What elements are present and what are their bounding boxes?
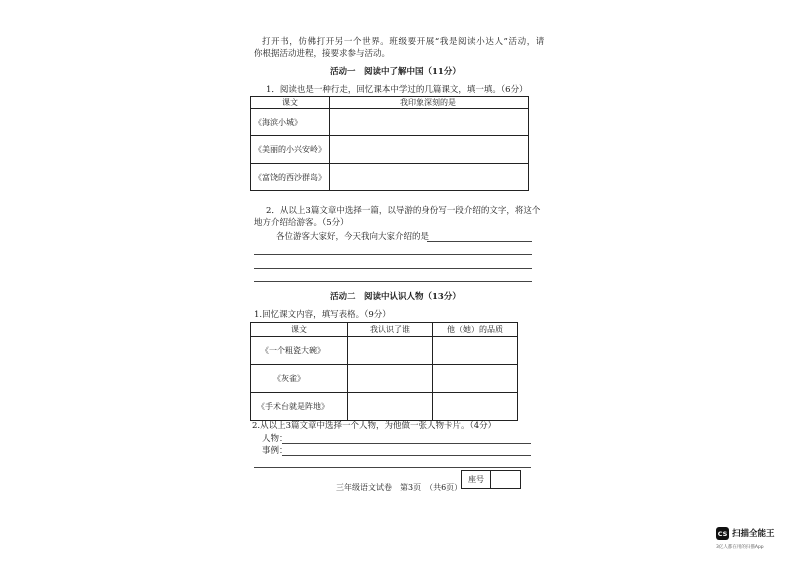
seat-label: 座号 [462, 471, 491, 488]
activity2-q1: 1.回忆课文内容，填写表格。（9分） [254, 310, 391, 320]
activity1-q1: 1．阅读也是一种行走，回忆课本中学过的几篇课文，填一填。（6分） [266, 85, 528, 95]
seat-number-box [461, 470, 521, 489]
table-cell-answer[interactable] [348, 337, 433, 365]
table-cell-text: 《美丽的小兴安岭》 [251, 136, 330, 164]
seat-input[interactable] [491, 471, 520, 488]
answer-line[interactable] [427, 241, 532, 242]
page-info: 三年级语文试卷 第3页 （共6页） [336, 483, 463, 492]
table-cell-text: 《一个粗瓷大碗》 [251, 337, 348, 365]
table-cell-text: 《灰雀》 [251, 365, 348, 393]
answer-line[interactable] [254, 467, 531, 468]
table-cell-text: 《手术台就是阵地》 [251, 393, 348, 421]
table-cell-answer[interactable] [348, 393, 433, 421]
example-line[interactable] [282, 455, 531, 456]
table-cell-answer[interactable] [330, 109, 529, 136]
answer-line[interactable] [254, 281, 532, 282]
app-tagline: 3亿人都在用的扫描App [716, 545, 764, 550]
activity2-table [250, 322, 518, 421]
table-cell-answer[interactable] [348, 365, 433, 393]
activity1-title: 活动一 阅读中了解中国（11分） [330, 67, 461, 77]
activity1-q2-prompt: 各位游客大家好，今天我向大家介绍的是 [276, 232, 430, 242]
answer-line[interactable] [254, 268, 532, 269]
answer-line[interactable] [254, 254, 532, 255]
intro-line-1: 打开书，仿佛打开另一个世界。班级要开展“我是阅读小达人”活动，请 [262, 37, 545, 47]
person-label: 人物： [262, 434, 288, 444]
table-header: 我印象深刻的是 [330, 97, 529, 109]
table-cell-answer[interactable] [330, 136, 529, 164]
intro-line-2: 你根据活动进程，接要求参与活动。 [254, 49, 391, 59]
activity2-q2: 2.从以上3篇文章中选择一个人物，为他做一张人物卡片。（4分） [252, 421, 497, 431]
activity2-title: 活动二 阅读中认识人物（13分） [330, 292, 461, 302]
activity1-q2-line2: 地方介绍给游客。（5分） [254, 218, 349, 228]
table-cell-answer[interactable] [433, 337, 518, 365]
activity1-table [250, 96, 529, 191]
table-cell-answer[interactable] [433, 393, 518, 421]
table-header: 我认识了谁 [348, 323, 433, 337]
table-cell-answer[interactable] [330, 164, 529, 191]
table-cell-text: 《富饶的西沙群岛》 [251, 164, 330, 191]
table-header: 课文 [251, 323, 348, 337]
table-cell-answer[interactable] [433, 365, 518, 393]
person-line[interactable] [282, 443, 531, 444]
activity1-q2-line1: 2．从以上3篇文章中选择一篇，以导游的身份写一段介绍的文字，将这个 [266, 206, 541, 216]
table-header: 他（她）的品质 [433, 323, 518, 337]
table-header: 课文 [251, 97, 330, 109]
table-cell-text: 《海滨小城》 [251, 109, 330, 136]
example-label: 事例： [262, 446, 288, 456]
app-name: 扫描全能王 [732, 529, 775, 539]
camscanner-logo-icon: CS [716, 527, 729, 540]
